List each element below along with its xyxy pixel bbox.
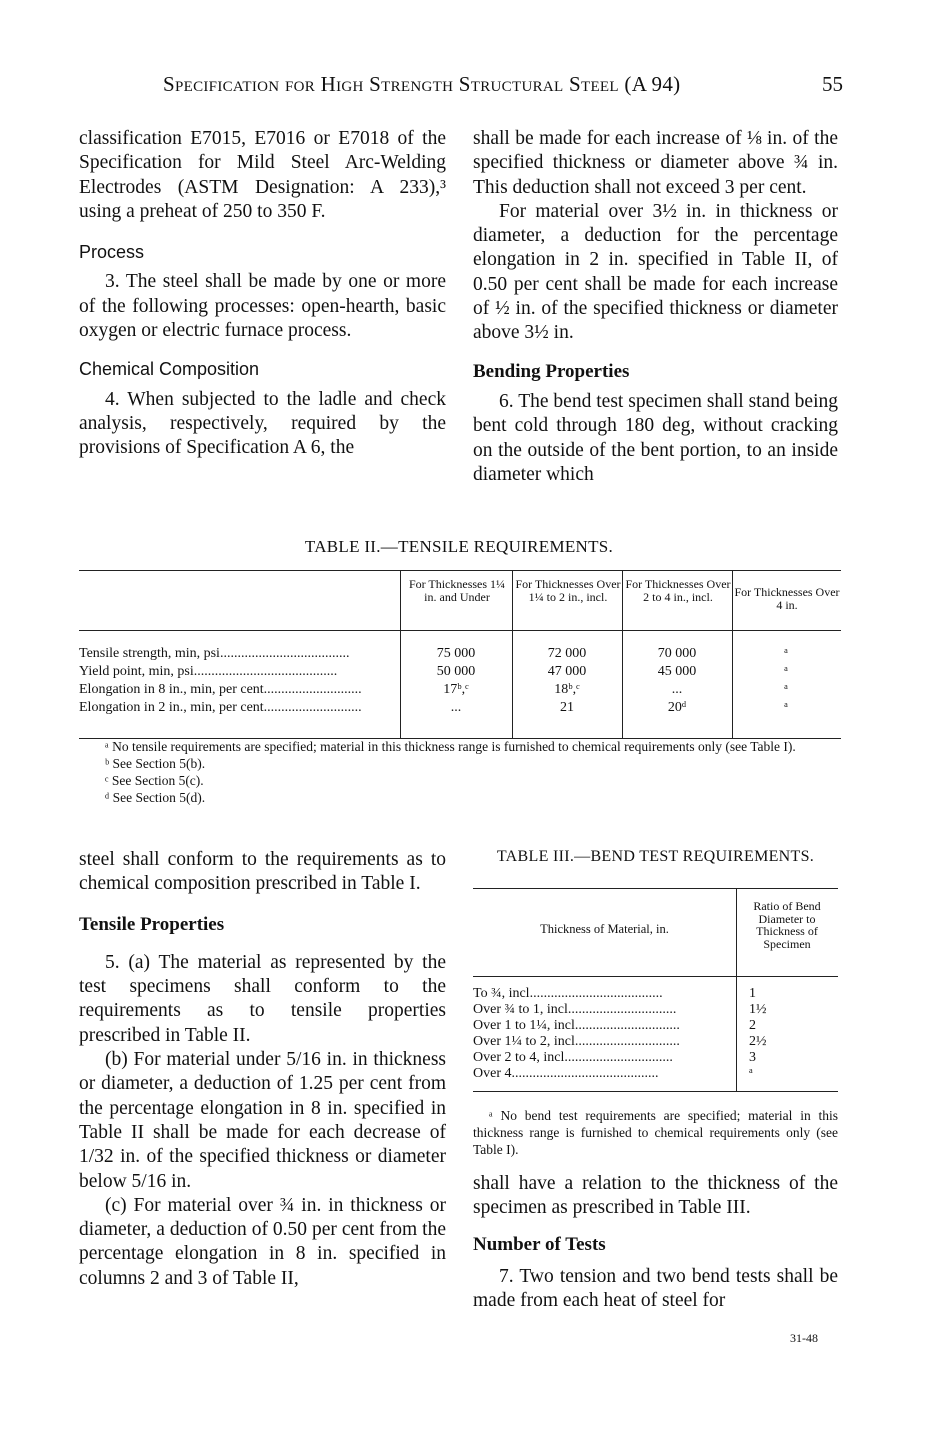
row-value: 1½ [749, 1002, 767, 1017]
row-label: Elongation in 8 in., min, per cent............................ [79, 682, 362, 697]
table-row [473, 1066, 838, 1082]
table-row [79, 700, 841, 718]
heading-bending-properties: Bending Properties [473, 360, 630, 382]
paragraph-5c: (c) For material over ¾ in. in thickness or diameter, a deduction of 0.50 per cent from the percentage elongation in 8 in. specified in columns 2 and 3 of Table II, [79, 1194, 446, 1289]
cell-col3: 70 000 [657, 646, 697, 661]
footnote-b: ᵇ See Section 5(b). [105, 756, 206, 771]
table2-header-col3: For Thicknesses Over 2 to 4 in., incl. [625, 577, 731, 604]
footnote-d: ᵈ See Section 5(d). [105, 790, 206, 805]
page-number: 55 [822, 72, 843, 96]
table3-bottom-rule [473, 1091, 838, 1092]
cell-col2: 72 000 [547, 646, 587, 661]
table2-header-col1: For Thicknesses 1¼ in. and Under [408, 577, 506, 604]
table-row [473, 1034, 838, 1050]
table2-header-col2: For Thicknesses Over 1¼ to 2 in., incl. [515, 577, 621, 604]
row-label: Over 1 to 1¼, incl.............................. [473, 1018, 680, 1033]
row-label: Elongation in 2 in., min, per cent............................ [79, 700, 362, 715]
heading-chemical-composition: Chemical Composition [79, 359, 260, 380]
paragraph-chemical: 4. When subjected to the ladle and check analysis, respectively, required by the provisions of Specification A 6, the [79, 388, 446, 459]
running-head: Specification for High Strength Structural Steel (A 94) [163, 72, 681, 96]
cell-col1: 17ᵇ,ᶜ [443, 682, 469, 697]
table-row [79, 682, 841, 700]
heading-tensile-properties: Tensile Properties [79, 913, 225, 935]
footer-code: 31-48 [790, 1331, 818, 1345]
paragraph-chemical-cont: steel shall conform to the requirements as to chemical composition prescribed in Table I. [79, 849, 446, 895]
paragraph-bending: 6. The bend test specimen shall stand being bent cold through 180 deg, without cracking on the outside of the bent portion, to an inside diameter which [473, 390, 838, 485]
paragraph-classification: classification E7015, E7016 or E7018 of the Specification for Mild Steel Arc-Welding Electrodes (ASTM Designation: A 233),³ using a preheat of 250 to 350 F. [79, 128, 446, 222]
cell-col4: ᵃ [784, 682, 788, 697]
left-column-bottom [79, 848, 446, 1291]
table3-caption: TABLE III.—BEND TEST REQUIREMENTS. [496, 848, 815, 865]
paragraph-bending-cont: shall have a relation to the thickness of the specimen as prescribed in Table III. [473, 1173, 838, 1219]
cell-col3: 20ᵈ [667, 700, 687, 715]
table2-top-rule [79, 570, 841, 571]
table2-caption: TABLE II.—TENSILE REQUIREMENTS. [304, 537, 614, 556]
table-row [473, 986, 838, 1002]
cell-col4: ᵃ [784, 700, 788, 715]
row-value: 2 [749, 1018, 756, 1033]
cell-col3: 45 000 [657, 664, 697, 679]
row-label: To ¾, incl...................................... [473, 986, 663, 1001]
table2-footnotes [79, 738, 839, 806]
heading-process: Process [79, 242, 145, 263]
footnote-c: ᶜ See Section 5(c). [105, 773, 204, 788]
row-label: Over 4.......................................... [473, 1066, 659, 1081]
cell-col1: ... [450, 700, 462, 715]
cell-col2: 21 [560, 700, 574, 715]
table-row [473, 1018, 838, 1034]
paragraph-d: For material over 3½ in. in thickness or diameter, a deduction for the percentage elongation in 2 in. specified in Table II, of 0.50 per cent shall be made for each increase of ½ in. of the specified thickness or diameter above 3½ in. [473, 200, 838, 344]
cell-col2: 18ᵇ,ᶜ [554, 682, 580, 697]
table3-top-rule [473, 888, 838, 889]
footnote-a: ᵃ No tensile requirements are specified; material in this thickness range is furnished to chemical requirements only (see Table I). [105, 739, 796, 754]
paragraph-number-of-tests: 7. Two tension and two bend tests shall be made from each heat of steel for [473, 1265, 838, 1312]
table-row [473, 1050, 838, 1066]
cell-col1: 50 000 [436, 664, 476, 679]
row-label: Over ¾ to 1, incl............................... [473, 1002, 677, 1017]
row-label: Tensile strength, min, psi..................................... [79, 646, 350, 661]
table3-footnote [473, 1107, 838, 1158]
row-value: 2½ [749, 1034, 767, 1049]
paragraph-process: 3. The steel shall be made by one or more of the following processes: open-hearth, basic oxygen or electric furnace process. [79, 271, 446, 342]
table2-header-col4: For Thicknesses Over 4 in. [734, 585, 840, 612]
right-column-top [473, 127, 838, 487]
cell-col3: ... [671, 682, 683, 697]
row-label: Over 1¼ to 2, incl.............................. [473, 1034, 680, 1049]
cell-col1: 75 000 [436, 646, 476, 661]
cell-col4: ᵃ [784, 664, 788, 679]
table2-header-rule [79, 630, 841, 631]
paragraph-5b: (b) For material under 5/16 in. in thickness or diameter, a deduction of 1.25 per cent from the percentage elongation in 8 in. specified in Table II shall be made for each decrease of 1/32 in. of the specified thickness or diameter below 5/16 in. [79, 1049, 446, 1192]
table-row [79, 646, 841, 664]
cell-col2: 47 000 [547, 664, 587, 679]
row-label: Over 2 to 4, incl............................... [473, 1050, 673, 1065]
row-label: Yield point, min, psi......................................... [79, 664, 338, 679]
table3-header-ratio: Ratio of Bend Diameter to Thickness of Specimen [753, 899, 821, 951]
cell-col4: ᵃ [784, 646, 788, 661]
page-header [163, 72, 843, 106]
row-value: ᵃ [749, 1066, 753, 1081]
paragraph-deduction-cont: shall be made for each increase of ⅛ in. of the specified thickness or diameter above ¾ in. This deduction shall not exceed 3 per cent. [473, 128, 838, 198]
table3-header-rule [473, 976, 838, 977]
table-row [79, 664, 841, 682]
right-column-bottom [473, 1172, 838, 1313]
row-value: 1 [749, 986, 756, 1001]
table3-header-thickness: Thickness of Material, in. [540, 922, 669, 936]
heading-number-of-tests: Number of Tests [473, 1233, 606, 1255]
left-column-top [79, 127, 446, 461]
table-row [473, 1002, 838, 1018]
row-value: 3 [749, 1050, 756, 1065]
paragraph-5a: 5. (a) The material as represented by the test specimens shall conform to the requirements as to tensile properties prescribed in Table II. [79, 951, 446, 1046]
footnote-a: ᵃ No bend test requirements are specified; material in this thickness range is furnished to chemical requirements only (see Table I). [473, 1108, 838, 1157]
